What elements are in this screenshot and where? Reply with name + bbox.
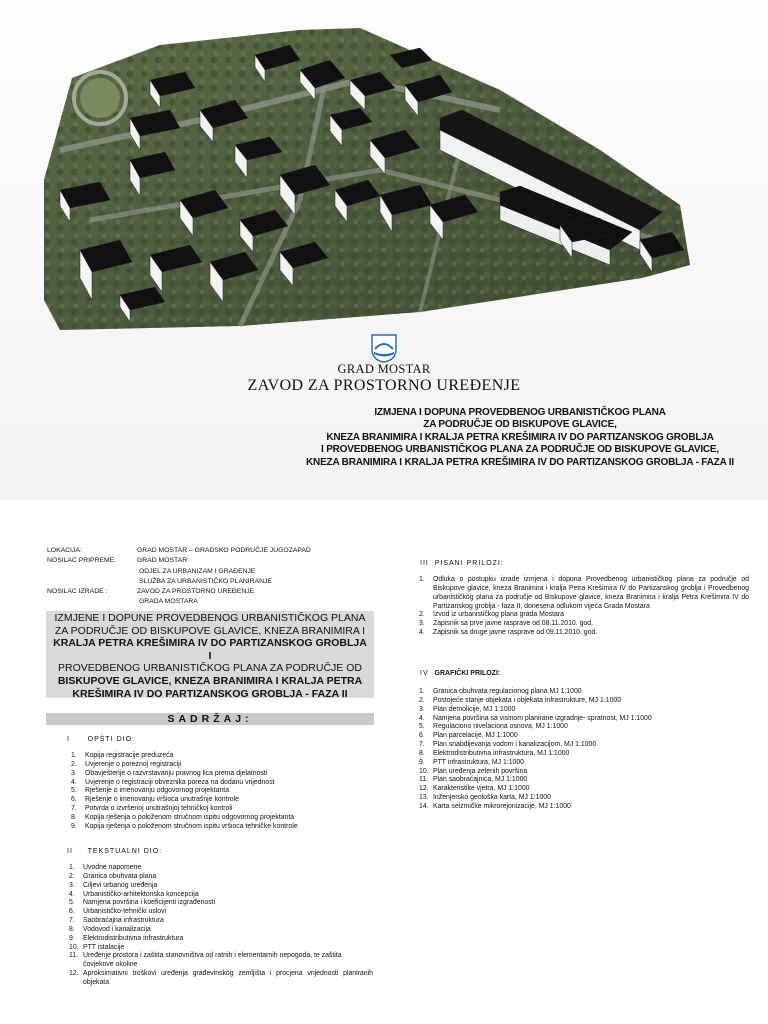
list-item: 5. Regulaciono nivelaciona osnova, MJ 1:1000	[419, 723, 568, 731]
list-item: 4. Namjena površina sa visinom planirane izgradnje- spratnost, MJ 1:1000	[419, 714, 652, 722]
plan-title-box	[46, 611, 374, 698]
cover-area	[0, 0, 768, 500]
section-title: OPŠTI DIO:	[87, 736, 135, 743]
section-list-text	[69, 864, 373, 988]
list-item: 2. Uvjerenje o poreznoj registraciji	[71, 760, 182, 768]
list-item: 3. Obavještenje o razvrstavanju pravnog lica prema djelatnosti	[71, 769, 268, 777]
meta-value-line: GRADA MOSTARA	[139, 598, 198, 606]
list-item: 12. Aproksimativni troškovi uređenja građevinskog zemljišta i procjena vrijednosti planiranih objekata	[69, 970, 373, 986]
organization-city: GRAD MOSTAR	[337, 362, 431, 376]
list-item: 6. Urbanističko-tehnički uslovi	[69, 908, 167, 916]
meta-value-line: ODJEL ZA URBANIZAM I GRAĐENJE	[139, 567, 256, 575]
mostar-emblem-icon	[370, 333, 398, 363]
list-item: 11. Uređenje prostora i zaštita stanovništva od ratnih i elementarnih nepogoda, te zaštita čovjekove okoline	[69, 952, 342, 969]
section-number: IV	[420, 670, 429, 677]
meta-value	[137, 556, 272, 587]
section-title: PISANI PRILOZI:	[434, 560, 504, 567]
plan-title-line: ZA PODRUČJE OD BISKUPOVE GLAVICE, KNEZA BRANIMIRA I	[54, 624, 366, 637]
list-item: 3. Zapisnik sa prve javne rasprave od 08.11.2010. god.	[419, 620, 593, 628]
list-item: 7. Potvrda o izvršenoj unutrašnjoj tehničkoj kontroli	[71, 805, 233, 813]
cover-title-line: I PROVEDBENOG URBANISTIČKOG PLANA ZA PODRUČJE OD BISKUPOVE GLAVICE,	[321, 444, 719, 456]
section-title: TEKSTUALNI DIO:	[87, 848, 163, 855]
plan-title-line: PROVEDBENOG URBANISTIČKOG PLANA ZA PODRUČJE OD	[58, 662, 362, 675]
list-item: 9. Elektrodistributivna infrastruktura	[69, 934, 184, 942]
section-list-written	[419, 576, 749, 638]
list-item: 2. Granica obuhvata plana	[69, 872, 157, 880]
list-item: 14. Karta seizmičke mikrorejonizacije, MJ 1:1000	[419, 802, 571, 810]
list-item: 5. Rješenje o imenovanju odgovornog projektanta	[71, 787, 230, 795]
section-list-general	[71, 752, 371, 832]
list-item: 10. PTT istalacije	[69, 943, 125, 951]
list-item: 1. Odluka o postupku izrade izmjena i dopuna Provedbenog urbanističkog plana za područje od Biskupove glavice, kneza Branimira i kralja Petra Krešimira IV do Partizanskog groblja i Provedbenog urbanističkog plana za područje od Biskupove glavice, kneza Branimira i kralja Petra Krešimira IV do Partizanskog groblja - faza II, donesena odlukom vijeća Grada Mostara	[419, 576, 749, 610]
meta-author-row	[47, 587, 311, 608]
section-title: GRAFIČKI PRILOZI:	[434, 670, 501, 677]
list-item: 4. Urbanističko-arhitektonska koncepcija	[69, 890, 199, 898]
section-heading-text	[67, 848, 162, 855]
list-item: 10. Plan uređenja zelenih površina	[419, 767, 528, 775]
cover-title-line: KNEZA BRANIMIRA I KRALJA PETRA KREŠIMIRA IV DO PARTIZANSKOG GROBLJA	[326, 431, 714, 443]
list-item: 8. Vodovod i kanalizacija	[69, 925, 151, 933]
meta-value	[137, 587, 254, 608]
cover-title	[250, 407, 768, 469]
contents-heading: SADRŽAJ:	[46, 713, 374, 725]
plan-title-line: IZMJENE I DOPUNE PROVEDBENOG URBANISTIČKOG PLANA	[54, 612, 366, 624]
list-item: 3. Plan demolicije, MJ 1:1000	[419, 705, 516, 713]
meta-value-line: SLUŽBA ZA URBANISTIČKO PLANIRANJE	[139, 577, 272, 585]
list-item: 1. Uvodne napomene	[69, 864, 142, 871]
list-item: 1. Kopija registracije preduzeća	[71, 752, 174, 759]
section-heading-graphic	[420, 670, 500, 677]
list-item: 4. Uvjerenje o registraciji obveznika poreza na dodanu vrijednost	[71, 778, 275, 786]
meta-label: NOSILAC PRIPREME:	[47, 557, 117, 565]
list-item: 7. Saobraćajna infrastruktura	[69, 917, 164, 925]
list-item: 3. Ciljevi urbanog uređenja	[69, 881, 158, 889]
organization-institute: ZAVOD ZA PROSTORNO UREĐENJE	[247, 377, 521, 394]
list-item: 1. Granica obuhvata regulacionog plana MJ 1:1000	[419, 688, 582, 695]
plan-title-line: KREŠIMIRA IV DO PARTIZANSKOG GROBLJA - FAZA II	[72, 687, 348, 700]
list-item: 11. Plan saobraćajnica, MJ 1:1000	[419, 776, 528, 784]
section-heading-general	[67, 736, 135, 743]
cover-title-line: KNEZA BRANIMIRA I KRALJA PETRA KREŠIMIRA IV DO PARTIZANSKOG GROBLJA - FAZA II	[306, 456, 734, 468]
list-item: 6. Rješenje o imenovanju vršioca unutrašnje kontrole	[71, 796, 239, 804]
list-item: 8. Kopija rješenja o položenom stručnom ispitu odgovornog projektanta	[71, 813, 295, 821]
cover-title-line: ZA PODRUČJE OD BISKUPOVE GLAVICE,	[423, 419, 617, 431]
list-item: 9. PTT infrastruktura, MJ 1:1000	[419, 758, 525, 766]
plan-title-line: KRALJA PETRA KREŠIMIRA IV DO PARTIZANSKOG GROBLJA	[53, 637, 367, 650]
list-item: 2. Izvod iz urbanističkog plana grada Mostara	[419, 611, 564, 619]
meta-value-line: GRAD MOSTAR	[137, 557, 188, 565]
list-item: 13. Inženjersko geološka karta, MJ 1:1000	[419, 794, 551, 802]
document-meta	[47, 546, 311, 608]
list-item: 12. Karakteristike vjetra, MJ 1:1000	[419, 785, 530, 793]
list-item: 8. Elektrodistributivna infrastruktura, MJ 1:1000	[419, 749, 570, 757]
list-item: 6. Plan parcelacije, MJ 1:1000	[419, 732, 518, 740]
section-number: I	[67, 736, 70, 743]
meta-label: LOKACIJA:	[47, 547, 82, 554]
section-number: III	[420, 560, 429, 567]
meta-location-row	[47, 546, 311, 556]
section-number: II	[67, 848, 73, 855]
plan-title-line: BISKUPOVE GLAVICE, KNEZA BRANIMIRA I KRALJA PETRA	[57, 674, 363, 687]
plan-title-line: I	[208, 649, 212, 662]
list-item: 5. Namjena površina i koeficijenti izgrađenosti	[69, 899, 216, 907]
meta-value-line: ZAVOD ZA PROSTORNO UREĐENJE	[137, 588, 255, 596]
list-item: 9. Kopija rješenja o položenom stručnom ispitu vršioca tehničke kontrole	[71, 822, 298, 830]
section-heading-written	[420, 560, 504, 567]
cover-title-line: IZMJENA I DOPUNA PROVEDBENOG URBANISTIČKOG PLANA	[374, 407, 666, 418]
list-item: 2. Postojeće stanje objekata i objekata infrastrukture, MJ 1:1000	[419, 696, 622, 704]
meta-label: NOSILAC IZRADE :	[47, 588, 108, 596]
list-item: 7. Plan snabdijevanja vodom i kanalizacijom, MJ 1:1000	[419, 741, 597, 749]
list-item: 4. Zapisnik sa druge javne rasprave od 09.11.2010. god.	[419, 629, 598, 637]
meta-value: GRAD MOSTAR – GRADSKO PODRUČJE JUGOZAPAD	[137, 547, 311, 554]
meta-preparer-row	[47, 556, 311, 587]
section-list-graphic	[419, 688, 749, 812]
